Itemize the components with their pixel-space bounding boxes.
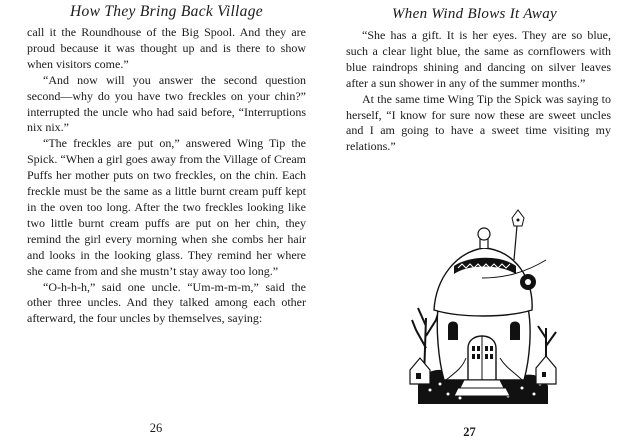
left-page-number: 26	[149, 421, 163, 435]
paragraph: call it the Roundhouse of the Big Spool. And they are proud because it was thought up and is there to show when visitors come.”	[27, 25, 306, 71]
left-running-head: How They Bring Back Village	[70, 3, 263, 20]
roundhouse-illustration	[396, 208, 566, 408]
right-page-number: 27	[463, 425, 476, 439]
paragraph: “And now will you answer the second question second—why do you have two freckles on your chin?” interrupted the uncle who had said before, “Interruptions nix nix.”	[27, 72, 306, 135]
right-running-head: When Wind Blows It Away	[392, 6, 557, 22]
right-page-text	[346, 28, 611, 155]
paragraph: “The freckles are put on,” answered Wing Tip the Spick. “When a girl goes away from the Village of Cream Puffs her mother puts on two freckles, on the chin. Each freckle must be the same as a little burnt cream puff kept in the oven too long. After the two freckles looking like two little burnt cream puffs are put on her chin, they remind the girl every morning when she combs her hair and looks in the looking glass. They remind her where she came from and she mustn’t stay away too long.”	[27, 136, 306, 278]
left-page-text	[27, 25, 306, 327]
paragraph: “She has a gift. It is her eyes. They are so blue, such a clear light blue, the same as cornflowers with blue raindrops shining and dancing on silver leaves after a sun shower in any of the summer months.”	[346, 28, 611, 90]
paragraph: “O-h-h-h,” said one uncle. “Um-m-m-m,” said the other three uncles. And they talked among each other afterward, the four uncles by themselves, saying:	[27, 279, 306, 326]
paragraph: At the same time Wing Tip the Spick was saying to herself, “I know for sure now these are sweet uncles and I am going to have a sweet time visiting my relations.”	[346, 91, 611, 154]
right-page	[318, 0, 621, 444]
